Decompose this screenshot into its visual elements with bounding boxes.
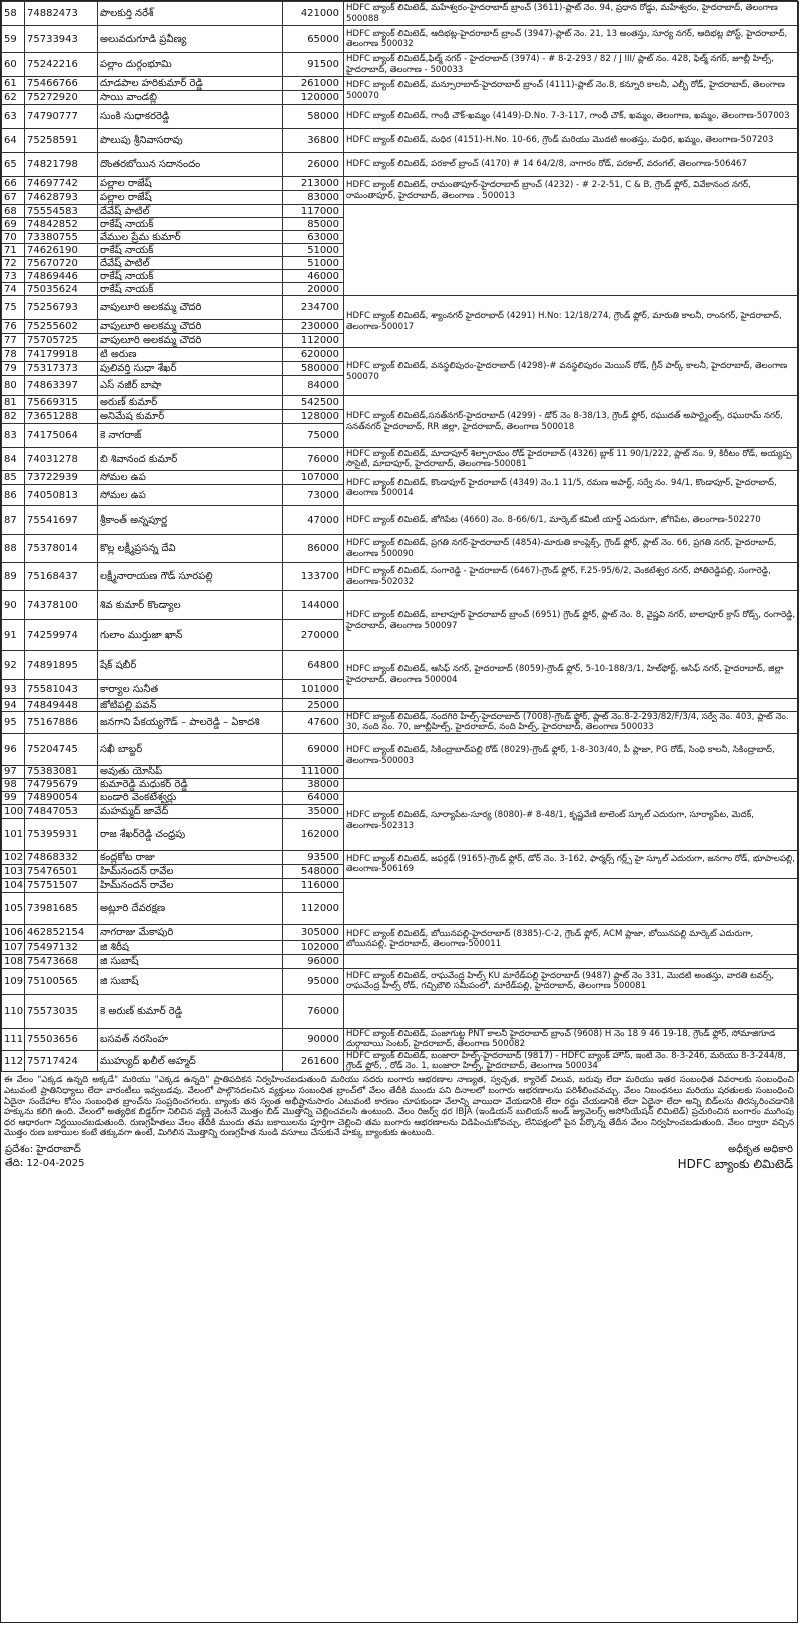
serial-number: 89 xyxy=(2,563,25,591)
loan-amount: 83000 xyxy=(283,191,344,205)
account-number: 75383081 xyxy=(25,765,98,778)
loan-amount: 213000 xyxy=(283,177,344,191)
account-number: 74378100 xyxy=(25,591,98,620)
borrower-name: దేవేష్ పాటిల్ xyxy=(98,257,283,270)
branch-address: HDFC బ్యాంక్ లిమిటెడ్, నందగిరి హిల్స్-హైదరాబాద్ (7008)-గ్రౌండ్ ఫ్లోర్, ప్లాట్ నెం.8-2-293/82/F/3/4, సర్వే నెం. 403, ప్లాట్ నెం. 30, నంది నం. 70, జూబ్లీహిల్స్, హైదరాబాద్, నంది హిల్స్, హైదరాబాద్, తెలంగాణ 500033 xyxy=(344,712,799,734)
account-number: 74031278 xyxy=(25,448,98,471)
loan-amount: 112000 xyxy=(283,892,344,924)
serial-number: 102 xyxy=(2,850,25,864)
table-row xyxy=(2,26,799,53)
serial-number: 101 xyxy=(2,818,25,850)
serial-number: 99 xyxy=(2,791,25,804)
account-number: 74626190 xyxy=(25,244,98,257)
serial-number: 95 xyxy=(2,712,25,734)
loan-amount: 86000 xyxy=(283,535,344,563)
loan-amount: 63000 xyxy=(283,231,344,244)
loan-amount: 107000 xyxy=(283,471,344,485)
loan-amount: 117000 xyxy=(283,205,344,218)
account-number: 74628793 xyxy=(25,191,98,205)
account-number: 74842852 xyxy=(25,218,98,231)
branch-address: HDFC బ్యాంక్ లిమిటెడ్, బాలాపూర్ హైదరాబాద్ బ్రాంచ్ (6951) గ్రౌండ్ ఫ్లోర్, ప్లాట్ నెం. 8, వైష్ణవి నగర్, బాలాపూర్ క్రాస్ రోడ్స్, రంగారెడ్డి, హైదరాబాద్, తెలంగాణ 500097 xyxy=(344,591,799,651)
table-row xyxy=(2,994,799,1028)
borrower-name: మహమ్మద్ జావేద్ xyxy=(98,804,283,818)
account-number: 73981685 xyxy=(25,892,98,924)
account-number: 75242216 xyxy=(25,53,98,77)
account-number: 75378014 xyxy=(25,535,98,563)
borrower-name: పల్లాం దుర్గంభూమి xyxy=(98,53,283,77)
serial-number: 78 xyxy=(2,348,25,362)
serial-number: 100 xyxy=(2,804,25,818)
auction-table xyxy=(1,1,799,1072)
loan-amount: 542500 xyxy=(283,396,344,410)
loan-amount: 234700 xyxy=(283,296,344,320)
serial-number: 71 xyxy=(2,244,25,257)
account-number: 75466766 xyxy=(25,77,98,91)
serial-number: 73 xyxy=(2,270,25,283)
branch-address: HDFC బ్యాంక్ లిమిటెడ్, మహేశ్వరం-హైదరాబాద్ బ్రాంచ్ (3611)-ప్లాట్ నెం. 94, ప్రధాన రోడ్డు, మహేశ్వరం, హైదరాబాద్, తెలంగాణ 500088 xyxy=(344,2,799,26)
serial-number: 75 xyxy=(2,296,25,320)
loan-amount: 64800 xyxy=(283,651,344,680)
account-number: 75272920 xyxy=(25,91,98,105)
branch-address xyxy=(344,699,799,712)
table-row xyxy=(2,791,799,804)
loan-amount: 20000 xyxy=(283,283,344,296)
serial-number: 65 xyxy=(2,153,25,177)
loan-amount: 96000 xyxy=(283,954,344,968)
table-row xyxy=(2,591,799,620)
table-row xyxy=(2,53,799,77)
serial-number: 69 xyxy=(2,218,25,231)
serial-number: 98 xyxy=(2,778,25,791)
loan-amount: 69000 xyxy=(283,733,344,765)
account-number: 75751507 xyxy=(25,878,98,892)
branch-address: HDFC బ్యాంక్ లిమిటెడ్, బోయినపల్లి-హైదరాబాద్ (8385)-C-2, గ్రౌండ్ ఫ్లోర్, ACM ప్లాజా, బోయినపల్లి మార్కెట్ ఎదురుగా, బోయినపల్లి, హైదరాబాద్, తెలంగాణ-500011 xyxy=(344,924,799,954)
borrower-name: జి సుబాష్ xyxy=(98,968,283,994)
borrower-name: దేవేష్ పాటిల్ xyxy=(98,205,283,218)
account-number: 75473668 xyxy=(25,954,98,968)
borrower-name: బసవత్ నరసింహ xyxy=(98,1028,283,1050)
serial-number: 90 xyxy=(2,591,25,620)
account-number: 74847053 xyxy=(25,804,98,818)
account-number: 75581043 xyxy=(25,680,98,699)
borrower-name: శివ కుమార్ కొండ్యాల xyxy=(98,591,283,620)
borrower-name: సోమల ఉప xyxy=(98,485,283,506)
table-row xyxy=(2,506,799,535)
table-row xyxy=(2,471,799,485)
loan-amount: 270000 xyxy=(283,620,344,651)
borrower-name: కె నాగరాజ్ xyxy=(98,424,283,448)
serial-number: 77 xyxy=(2,334,25,348)
borrower-name: రాకేష్ నాయక్ xyxy=(98,218,283,231)
loan-amount: 76000 xyxy=(283,448,344,471)
serial-number: 74 xyxy=(2,283,25,296)
table-row xyxy=(2,924,799,940)
serial-number: 110 xyxy=(2,994,25,1028)
borrower-name: ఎస్ నజీర్ బాషా xyxy=(98,376,283,396)
table-row xyxy=(2,129,799,153)
branch-address: HDFC బ్యాంక్ లిమిటెడ్, ఆదిభట్ల-హైదరాబాద్ బ్రాంచ్ (3947)-ప్లాట్ నెం. 21, 13 అంతస్తు, సూర్య నగర్, ఆదిభట్ల పోస్ట్, హైదరాబాద్, తెలంగాణ 500032 xyxy=(344,26,799,53)
borrower-name: అట్లూరి దేవరక్షణ xyxy=(98,892,283,924)
borrower-name: పులివర్తి సుధా శేఖర్ xyxy=(98,362,283,376)
branch-address: HDFC బ్యాంక్ లిమిటెడ్, ఆసిఫ్ నగర్, హైదరాబాద్ (8059)-గ్రౌండ్ ఫ్లోర్, 5-10-188/3/1, హిల్‌ఫోర్ట్, ఆసిఫ్ నగర్, హైదరాబాద్, జిల్లా హైదరాబాద్, తెలంగాణ 500004 xyxy=(344,651,799,699)
account-number: 74882473 xyxy=(25,2,98,26)
account-number: 75670720 xyxy=(25,257,98,270)
serial-number: 109 xyxy=(2,968,25,994)
account-number: 75395931 xyxy=(25,818,98,850)
branch-address: HDFC బ్యాంక్ లిమిటెడ్,సనత్‌నగర్-హైదరాబాద్ (4299) - డోర్ నెం 8-38/13, గ్రౌండ్ ఫ్లోర్, రఘుదత్ అపార్ట్మెంట్స్, రఘురామ్ నగర్, సనత్‌నగర్ హైదరాబాద్, RR జిల్లా, హైదరాబాద్, తెలంగాణ 500018 xyxy=(344,396,799,448)
borrower-name: కంద్లకోట రాజు xyxy=(98,850,283,864)
branch-address: HDFC బ్యాంక్ లిమిటెడ్, ప్రగతి నగర్-హైదరాబాద్ (4854)-మారుతి కాంప్లెక్స్, గ్రౌండ్ ఫ్లోర్, ప్లాట్ నెం. 66, ప్రగతి నగర్, హైదరాబాద్, తెలంగాణ 500090 xyxy=(344,535,799,563)
loan-amount: 91500 xyxy=(283,53,344,77)
loan-amount: 47600 xyxy=(283,712,344,734)
loan-amount: 112000 xyxy=(283,334,344,348)
loan-amount: 144000 xyxy=(283,591,344,620)
serial-number: 67 xyxy=(2,191,25,205)
account-number: 73651288 xyxy=(25,410,98,424)
account-number: 75733943 xyxy=(25,26,98,53)
loan-amount: 73000 xyxy=(283,485,344,506)
account-number: 75258591 xyxy=(25,129,98,153)
serial-number: 60 xyxy=(2,53,25,77)
branch-address xyxy=(344,954,799,968)
borrower-name: లక్ష్మీనారాయణ గౌడ్ సూరపల్లి xyxy=(98,563,283,591)
place-label: ప్రదేశం: హైదరాబాద్ xyxy=(5,1144,81,1155)
branch-address: HDFC బ్యాంక్ లిమిటెడ్, వనస్థలిపురం-హైదరాబాద్ (4298)-# వనస్థలిపురం మెయిన్ రోడ్, గ్రీన్ పార్క్ కాలనీ, హైదరాబాద్, తెలంగాణ 500070 xyxy=(344,348,799,396)
account-number: 75204745 xyxy=(25,733,98,765)
loan-amount: 58000 xyxy=(283,105,344,129)
table-row xyxy=(2,348,799,362)
borrower-name: జి సుబాష్ xyxy=(98,954,283,968)
branch-address: HDFC బ్యాంక్ లిమిటెడ్, మధిర (4151)-H.No. 10-66, గ్రౌండ్ మరియు మొదటి అంతస్తు, మధిర, ఖమ్మం, తెలంగాణ-507203 xyxy=(344,129,799,153)
account-number: 73722939 xyxy=(25,471,98,485)
loan-amount: 26000 xyxy=(283,153,344,177)
branch-address: HDFC బ్యాంక్ లిమిటెడ్, రాఘవేంద్ర హిల్స్ KU మారేడ్‌పల్లి హైదరాబాద్ (9487) ప్లాట్ నెం 331, మొదటి అంతస్తు, వారతి టవర్స్, రాఘవేంద్ర హిల్స్ రోడ్, గచ్చిబౌలి సమీపంలో, మారేడ్‌పల్లి, హైదరాబాద్, తెలంగాణ 500081 xyxy=(344,968,799,994)
account-number: 75317373 xyxy=(25,362,98,376)
account-number: 75573035 xyxy=(25,994,98,1028)
branch-address xyxy=(344,994,799,1028)
account-number: 75035624 xyxy=(25,283,98,296)
serial-number: 112 xyxy=(2,1050,25,1072)
loan-amount: 421000 xyxy=(283,2,344,26)
branch-address: HDFC బ్యాంక్ లిమిటెడ్, పరకాల్ బ్రాంచ్ (4170) # 14 64/2/8, నాగారం రోడ్, పరకాల్, వరంగల్, తెలంగాణ-506467 xyxy=(344,153,799,177)
borrower-name: శ్రీకాంత్ అన్నపూర్ణ xyxy=(98,506,283,535)
borrower-name: ముహ్యుద్ ఖలీల్ అహ్మద్ xyxy=(98,1050,283,1072)
table-row xyxy=(2,968,799,994)
borrower-name: కుమారెడ్డి మధుకర్ రెడ్డి xyxy=(98,778,283,791)
borrower-name: రాకేష్ నాయక్ xyxy=(98,283,283,296)
borrower-name: రాకేష్ నాయక్ xyxy=(98,244,283,257)
table-row xyxy=(2,712,799,734)
table-row xyxy=(2,77,799,91)
account-number: 75167886 xyxy=(25,712,98,734)
borrower-name: సాయి వాండబ్లి xyxy=(98,91,283,105)
serial-number: 104 xyxy=(2,878,25,892)
table-row xyxy=(2,1050,799,1072)
serial-number: 76 xyxy=(2,320,25,334)
serial-number: 93 xyxy=(2,680,25,699)
borrower-name: వేముల ప్రేమ కుమార్ xyxy=(98,231,283,244)
account-number: 74050813 xyxy=(25,485,98,506)
borrower-name: సోమల ఉప xyxy=(98,471,283,485)
table-row xyxy=(2,177,799,191)
serial-number: 58 xyxy=(2,2,25,26)
serial-number: 107 xyxy=(2,940,25,954)
account-number: 74869446 xyxy=(25,270,98,283)
borrower-name: పొలుపు శ్రీనివాసరావు xyxy=(98,129,283,153)
loan-amount: 46000 xyxy=(283,270,344,283)
serial-number: 72 xyxy=(2,257,25,270)
branch-address: HDFC బ్యాంక్ లిమిటెడ్, జోగిపేట (4660) నెం. 8-66/6/1, మార్కెట్ కమిటీ యార్డ్ ఎదురుగా, జోగిపేట, తెలంగాణ-502270 xyxy=(344,506,799,535)
table-row xyxy=(2,2,799,26)
table-row xyxy=(2,105,799,129)
loan-amount: 101000 xyxy=(283,680,344,699)
table-row xyxy=(2,563,799,591)
table-row xyxy=(2,535,799,563)
table-row xyxy=(2,153,799,177)
serial-number: 63 xyxy=(2,105,25,129)
borrower-name: టి అరుణ xyxy=(98,348,283,362)
account-number: 74697742 xyxy=(25,177,98,191)
account-number: 75168437 xyxy=(25,563,98,591)
borrower-name: జి శిరీష xyxy=(98,940,283,954)
loan-amount: 85000 xyxy=(283,218,344,231)
branch-address: HDFC బ్యాంక్ లిమిటెడ్, జఫర్గఢ్ (9165)-గ్రౌండ్ ఫ్లోర్, డోర్ నెం. 3-162, ఫార్మర్స్ గర్ల్స్ హై స్కూల్ ఎదురుగా, జనగాం రోడ్, భూపాలపల్లి, తెలంగాణ-506169 xyxy=(344,850,799,878)
borrower-name: రాజ శేఖర్‌రెడ్డి చంధ్రపు xyxy=(98,818,283,850)
account-number: 74795679 xyxy=(25,778,98,791)
table-row xyxy=(2,778,799,791)
account-number: 75256793 xyxy=(25,296,98,320)
account-number: 74868332 xyxy=(25,850,98,864)
loan-amount: 116000 xyxy=(283,878,344,892)
table-row xyxy=(2,651,799,680)
loan-amount: 128000 xyxy=(283,410,344,424)
serial-number: 62 xyxy=(2,91,25,105)
loan-amount: 162000 xyxy=(283,818,344,850)
branch-address: HDFC బ్యాంక్ లిమిటెడ్, సికింద్రాబాద్‌పల్లి రోడ్ (8029)-గ్రౌండ్ ఫ్లోర్, 1-8-303/40, పీ ప్లాజా, PG రోడ్, సింధి కాలనీ, సికింద్రాబాద్, తెలంగాణ-500003 xyxy=(344,733,799,778)
table-row xyxy=(2,733,799,765)
branch-address: HDFC బ్యాంక్ లిమిటెడ్, పంజాగుట్ట PNT కాలనీ హైదరాబాద్ బ్రాంచ్ (9608) H నెం 18 9 46 19-18, గ్రౌండ్ ఫ్లోర్, సోమాజిగూడ దుర్గాబాయి సెంటర్, హైదరాబాద్, తెలంగాణ 500082 xyxy=(344,1028,799,1050)
table-row xyxy=(2,850,799,864)
borrower-name: కె అరుణ్ కుమార్ రెడ్డి xyxy=(98,994,283,1028)
loan-amount: 25000 xyxy=(283,699,344,712)
branch-address: HDFC బ్యాంక్ లిమిటెడ్, సూర్యాపేట-సూర్య (8080)-# 8-48/1, కృష్ణవేణి టాలెంట్ స్కూల్ ఎదురుగా, సూర్యాపేట, మెదక్, తెలంగాణ-502313 xyxy=(344,791,799,850)
branch-address: HDFC బ్యాంక్ లిమిటెడ్, గాంధీ చౌక్-ఖమ్మం (4149)-D.No. 7-3-117, గాంధీ చౌక్, ఖమ్మం, తెలంగాణ, ఖమ్మం, తెలంగాణ-507003 xyxy=(344,105,799,129)
loan-amount: 35000 xyxy=(283,804,344,818)
serial-number: 87 xyxy=(2,506,25,535)
serial-number: 111 xyxy=(2,1028,25,1050)
date-label: తేది: 12-04-2025 xyxy=(5,1158,85,1169)
loan-amount: 65000 xyxy=(283,26,344,53)
borrower-name: అవుతు యోసిప్ xyxy=(98,765,283,778)
borrower-name: వాపులూరి అలకమ్మ చౌదరి xyxy=(98,320,283,334)
borrower-name: వాపులూరి అలకమ్మ చౌదరి xyxy=(98,334,283,348)
serial-number: 64 xyxy=(2,129,25,153)
loan-amount: 102000 xyxy=(283,940,344,954)
loan-amount: 95000 xyxy=(283,968,344,994)
borrower-name: బండారి వెంకటేశ్వర్లు xyxy=(98,791,283,804)
branch-address xyxy=(344,778,799,791)
serial-number: 91 xyxy=(2,620,25,651)
borrower-name: హిమ్‌నందన్ రావేల xyxy=(98,864,283,878)
account-number: 74891895 xyxy=(25,651,98,680)
loan-amount: 51000 xyxy=(283,244,344,257)
borrower-name: సఖీ బాబ్జర్ xyxy=(98,733,283,765)
borrower-name: వాపులూరి అలకమ్మ చౌదరి xyxy=(98,296,283,320)
serial-number: 105 xyxy=(2,892,25,924)
borrower-name: జోటిపల్లి పవన్ xyxy=(98,699,283,712)
loan-amount: 261000 xyxy=(283,77,344,91)
serial-number: 84 xyxy=(2,448,25,471)
loan-amount: 84000 xyxy=(283,376,344,396)
loan-amount: 580000 xyxy=(283,362,344,376)
loan-amount: 75000 xyxy=(283,424,344,448)
loan-amount: 64000 xyxy=(283,791,344,804)
loan-amount: 51000 xyxy=(283,257,344,270)
auction-terms: ఈ వేలం "ఎక్కడ ఉన్నది అక్కడే" మరియు "ఎక్కడ ఉన్నది" ప్రాతిపదికన నిర్వహించబడుతుంది మరియు సదరు బంగారు ఆభరణాల నాణ్యత, స్వచ్ఛత, క్యారెట్ విలువ, బరువు లేదా మరియు ఇతర సంబంధిత వివరాలకు సంబంధించి ఎటువంటి ప్రాతినిధ్యాలు లేదా వారంటీలు ఇవ్వబడవు. వేలంలో పాల్గొనదలచిన వ్యక్తులు సంబంధిత బ్రాంచ్‌లో వేలం తేదీకి ముందు పని దినాలలో బంగారు ఆభరణాలను పరిశీలించవచ్చు. వేలం నిబంధనలు మరియు షరతులకు సంబంధించి ఏదైనా సందేహాల కోసం సంబంధిత బ్రాంచ్‌ను సంప్రదించగలరు. బ్యాంకు తన స్వంత అభీష్టానుసారం ఎటువంటి కారణం చూపకుండా వేలాన్ని వాయిదా వేయడానికి లేదా రద్దు చేయడానికి లేదా ఏదైనా లేదా అన్ని బిడ్‌లను తిరస్కరించడానికి హక్కును కలిగి ఉంది. వేలంలో అత్యధిక బిడ్డర్‌గా నిలిచిన వ్యక్తి వెంటనే మొత్తం బిడ్ మొత్తాన్ని చెల్లించవలసి ఉంటుంది. వేలం రిజర్వ్ ధర IBJA (ఇండియన్ బులియన్ అండ్ జ్యువెలర్స్ అసోసియేషన్ లిమిటెడ్) ప్రచురించిన బంగారం ముగింపు ధర ఆధారంగా నిర్ణయించబడుతుంది. రుణగ్రహీతలు వేలం తేదీకి ముందు తమ బకాయిలను పూర్తిగా చెల్లించి తమ బంగారు ఆభరణాలను విడిపించుకోవచ్చు, లేనిపక్షంలో పైన పేర్కొన్న తేదీన వేలం నిర్వహించబడుతుంది. వేలం ద్వారా వచ్చిన మొత్తం రుణ బకాయిల కంటే తక్కువగా ఉంటే, మిగిలిన మొత్తాన్ని రుణగ్రహీత నుండి వసూలు చేసుకునే హక్కు బ్యాంకుకు ఉంటుంది. xyxy=(4,1075,794,1139)
account-number: 75669315 xyxy=(25,396,98,410)
account-number: 462852154 xyxy=(25,924,98,940)
serial-number: 61 xyxy=(2,77,25,91)
borrower-name: అనిమేష కుమార్ xyxy=(98,410,283,424)
borrower-name: రాకేష్ నాయక్ xyxy=(98,270,283,283)
serial-number: 85 xyxy=(2,471,25,485)
branch-address: HDFC బ్యాంక్ లిమిటెడ్, బంజారా హిల్స్-హైదరాబాద్ (9817) - HDFC బ్యాంక్ హౌస్, ఇంటి నెం. 8-3-246, మరియు 8-3-244/8, గ్రౌండ్ ఫ్లోర్, , రోడ్ నెం. 1, బంజారా హిల్స్, హైదరాబాద్, తెలంగాణ 500034 xyxy=(344,1050,799,1072)
account-number: 74175064 xyxy=(25,424,98,448)
borrower-name: జనగాని పేకయ్యగౌడ్ – పాలరెడ్డి – ఏకాదశి xyxy=(98,712,283,734)
table-row xyxy=(2,878,799,892)
loan-amount: 111000 xyxy=(283,765,344,778)
table-row xyxy=(2,699,799,712)
serial-number: 96 xyxy=(2,733,25,765)
bank-name: HDFC బ్యాంకు లిమిటెడ్ xyxy=(677,1157,793,1171)
signature-block xyxy=(1,1139,797,1174)
borrower-name: అరుణ్ కుమార్ xyxy=(98,396,283,410)
loan-amount: 305000 xyxy=(283,924,344,940)
account-number: 74790777 xyxy=(25,105,98,129)
borrower-name: షేక్ షబీర్ xyxy=(98,651,283,680)
branch-address: HDFC బ్యాంక్ లిమిటెడ్, శ్యాంనగర్ హైదరాబాద్ (4291) H.No: 12/18/274, గ్రౌండ్ ఫ్లోర్, మారుతి కాలనీ, రాంనగర్, హైదరాబాద్, తెలంగాణ-500017 xyxy=(344,296,799,348)
borrower-name: సుంకి సుధాకరరెడ్డి xyxy=(98,105,283,129)
serial-number: 82 xyxy=(2,410,25,424)
loan-amount: 230000 xyxy=(283,320,344,334)
account-number: 75717424 xyxy=(25,1050,98,1072)
serial-number: 79 xyxy=(2,362,25,376)
account-number: 74821798 xyxy=(25,153,98,177)
branch-address: HDFC బ్యాంక్ లిమిటెడ్, కొండాపూర్ హైదరాబాద్ (4349) నెం.1 11/5, రమణ అపార్ట్, సర్వే నం. 94/1, కొండాపూర్, హైదరాబాద్, తెలంగాణ 500014 xyxy=(344,471,799,506)
borrower-name: పొలకుర్తి నరేశ్ xyxy=(98,2,283,26)
branch-address: HDFC బ్యాంక్ లిమిటెడ్, మాదాపూర్ శిల్పారామం రోడ్ హైదరాబాద్ (4326) బ్లాక్ 11 90/1/222, ప్లాట్ నం. 9, కిరీటం రోడ్, అయ్యప్ప సొసైటీ, మాదాపూర్, హైదరాబాద్, తెలంగాణ-500081 xyxy=(344,448,799,471)
serial-number: 83 xyxy=(2,424,25,448)
account-number: 75100565 xyxy=(25,968,98,994)
borrower-name: పల్లాల రాజేష్ xyxy=(98,177,283,191)
serial-number: 86 xyxy=(2,485,25,506)
borrower-name: అలువదుగూడి ప్రవీణ్య xyxy=(98,26,283,53)
borrower-name: హిమ్‌నందన్ రావేల xyxy=(98,878,283,892)
loan-amount: 620000 xyxy=(283,348,344,362)
signatory-title: అధీకృత అధికారి xyxy=(728,1144,793,1155)
account-number: 75705725 xyxy=(25,334,98,348)
account-number: 75554583 xyxy=(25,205,98,218)
table-row xyxy=(2,296,799,320)
branch-address: HDFC బ్యాంక్ లిమిటెడ్, సంగారెడ్డి - హైదరాబాద్ (6467)-గ్రౌండ్ ఫ్లోర్, F.25-95/6/2, వెంకటేశ్వర నగర్, పోతిరెడ్డిపల్లి, సంగారెడ్డి, తెలంగాణ-502032 xyxy=(344,563,799,591)
loan-amount: 47000 xyxy=(283,506,344,535)
branch-address: HDFC బ్యాంక్ లిమిటెడ్, రామంతాపూర్-హైదరాబాద్ బ్రాంచ్ (4232) - # 2-2-51, C & B, గ్రౌండ్ ఫ్లోర్, వివేకానంద నగర్, రామంతాపూర్, హైదరాబాద్, తెలంగాణ . 500013 xyxy=(344,177,799,205)
loan-amount: 120000 xyxy=(283,91,344,105)
branch-address xyxy=(344,205,799,296)
serial-number: 92 xyxy=(2,651,25,680)
loan-amount: 93500 xyxy=(283,850,344,864)
branch-address xyxy=(344,878,799,924)
serial-number: 70 xyxy=(2,231,25,244)
loan-amount: 133700 xyxy=(283,563,344,591)
borrower-name: పల్లాల రాజేష్ xyxy=(98,191,283,205)
table-row xyxy=(2,396,799,410)
account-number: 74890054 xyxy=(25,791,98,804)
account-number: 75476501 xyxy=(25,864,98,878)
account-number: 75503656 xyxy=(25,1028,98,1050)
serial-number: 66 xyxy=(2,177,25,191)
account-number: 73380755 xyxy=(25,231,98,244)
borrower-name: గులాం ముర్తుజా ఖాన్ xyxy=(98,620,283,651)
account-number: 75497132 xyxy=(25,940,98,954)
serial-number: 94 xyxy=(2,699,25,712)
serial-number: 106 xyxy=(2,924,25,940)
loan-amount: 548000 xyxy=(283,864,344,878)
account-number: 74179918 xyxy=(25,348,98,362)
account-number: 75255602 xyxy=(25,320,98,334)
branch-address: HDFC బ్యాంక్ లిమిటెడ్, మన్సూరాబాద్-హైదరాబాద్ బ్రాంచ్ (4111)-ప్లాట్ నెం.8, కన్నూరి కాలనీ, ఎల్బీ రోడ్, హైదరాబాద్, తెలంగాణ 500070 xyxy=(344,77,799,105)
loan-amount: 90000 xyxy=(283,1028,344,1050)
borrower-name: నాగరాజు మేకాపురి xyxy=(98,924,283,940)
serial-number: 80 xyxy=(2,376,25,396)
table-row xyxy=(2,448,799,471)
serial-number: 97 xyxy=(2,765,25,778)
serial-number: 103 xyxy=(2,864,25,878)
account-number: 74863397 xyxy=(25,376,98,396)
borrower-name: దూడపాల హరికుమార్ రెడ్డి xyxy=(98,77,283,91)
table-row xyxy=(2,954,799,968)
serial-number: 68 xyxy=(2,205,25,218)
account-number: 74259974 xyxy=(25,620,98,651)
loan-amount: 76000 xyxy=(283,994,344,1028)
serial-number: 88 xyxy=(2,535,25,563)
branch-address: HDFC బ్యాంక్ లిమిటెడ్,ఫిల్మ్ నగర్ - హైదరాబాద్ (3974) - # 8-2-293 / 82 / J III/ ప్లాట్ నం. 428, ఫిల్మ్ నగర్, జూబ్లీ హిల్స్, హైదరాబాద్, తెలంగాణ - 500033 xyxy=(344,53,799,77)
table-row xyxy=(2,205,799,218)
borrower-name: దొంతరబోయిన సదానందం xyxy=(98,153,283,177)
serial-number: 59 xyxy=(2,26,25,53)
borrower-name: కొల్ల లక్ష్మీప్రసన్న దేవి xyxy=(98,535,283,563)
loan-amount: 38000 xyxy=(283,778,344,791)
borrower-name: బి శివానంద కుమార్ xyxy=(98,448,283,471)
table-row xyxy=(2,1028,799,1050)
account-number: 74849448 xyxy=(25,699,98,712)
loan-amount: 261600 xyxy=(283,1050,344,1072)
account-number: 75541697 xyxy=(25,506,98,535)
borrower-name: కార్యాల సునీత xyxy=(98,680,283,699)
serial-number: 108 xyxy=(2,954,25,968)
serial-number: 81 xyxy=(2,396,25,410)
loan-amount: 36800 xyxy=(283,129,344,153)
